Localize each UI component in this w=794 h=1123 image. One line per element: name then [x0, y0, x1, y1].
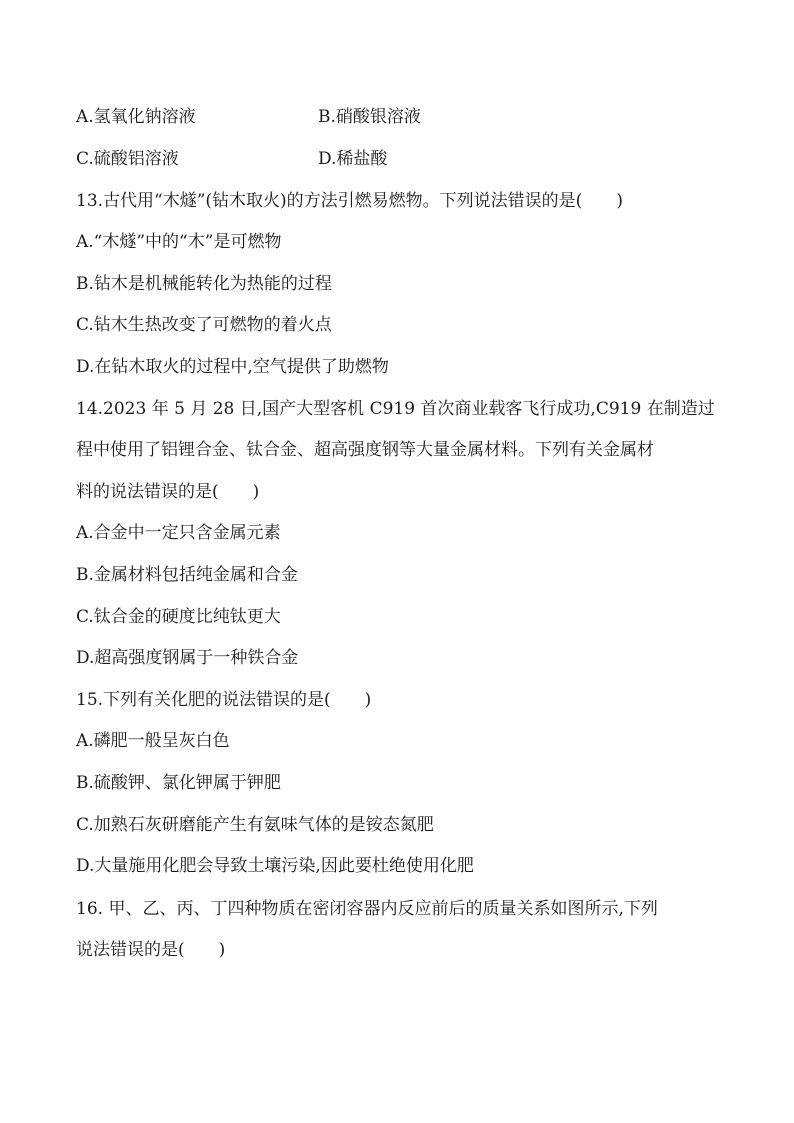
- q15-option-d: D.大量施用化肥会导致土壤污染,因此要杜绝使用化肥: [76, 856, 474, 876]
- q13-stem: 13.古代用“木燧”(钻木取火)的方法引燃易燃物。下列说法错误的是( ): [76, 191, 623, 211]
- q12-option-a: A.氢氧化钠溶液: [76, 107, 196, 127]
- q13-option-d: D.在钻木取火的过程中,空气提供了助燃物: [76, 357, 389, 377]
- q15-option-b: B.硫酸钾、氯化钾属于钾肥: [76, 773, 281, 793]
- q13-option-a: A.“木燧”中的“木”是可燃物: [76, 232, 282, 252]
- q12-option-c: C.硫酸铝溶液: [76, 149, 179, 169]
- q12-option-b: B.硝酸银溶液: [318, 107, 421, 127]
- q14-option-d: D.超高强度钢属于一种铁合金: [76, 648, 299, 668]
- q12-option-d: D.稀盐酸: [318, 149, 388, 169]
- q15-option-a: A.磷肥一般呈灰白色: [76, 731, 230, 751]
- q14-stem-line-3: 料的说法错误的是( ): [76, 482, 260, 502]
- q14-option-b: B.金属材料包括纯金属和合金: [76, 565, 298, 585]
- q13-option-b: B.钻木是机械能转化为热能的过程: [76, 274, 332, 294]
- q14-option-a: A.合金中一定只含金属元素: [76, 523, 281, 543]
- q15-option-c: C.加熟石灰研磨能产生有氨味气体的是铵态氮肥: [76, 815, 434, 835]
- q14-stem-line-1: 14.2023 年 5 月 28 日,国产大型客机 C919 首次商业载客飞行成功,C919 在制造过: [76, 399, 715, 419]
- q14-option-c: C.钛合金的硬度比纯钛更大: [76, 607, 281, 627]
- q16-stem-line-2: 说法错误的是( ): [76, 940, 226, 960]
- q15-stem: 15.下列有关化肥的说法错误的是( ): [76, 690, 372, 710]
- q14-stem-line-2: 程中使用了铝锂合金、钛合金、超高强度钢等大量金属材料。下列有关金属材: [76, 440, 654, 460]
- q13-option-c: C.钻木生热改变了可燃物的着火点: [76, 315, 332, 335]
- q16-stem-line-1: 16. 甲、乙、丙、丁四种物质在密闭容器内反应前后的质量关系如图所示,下列: [76, 899, 658, 919]
